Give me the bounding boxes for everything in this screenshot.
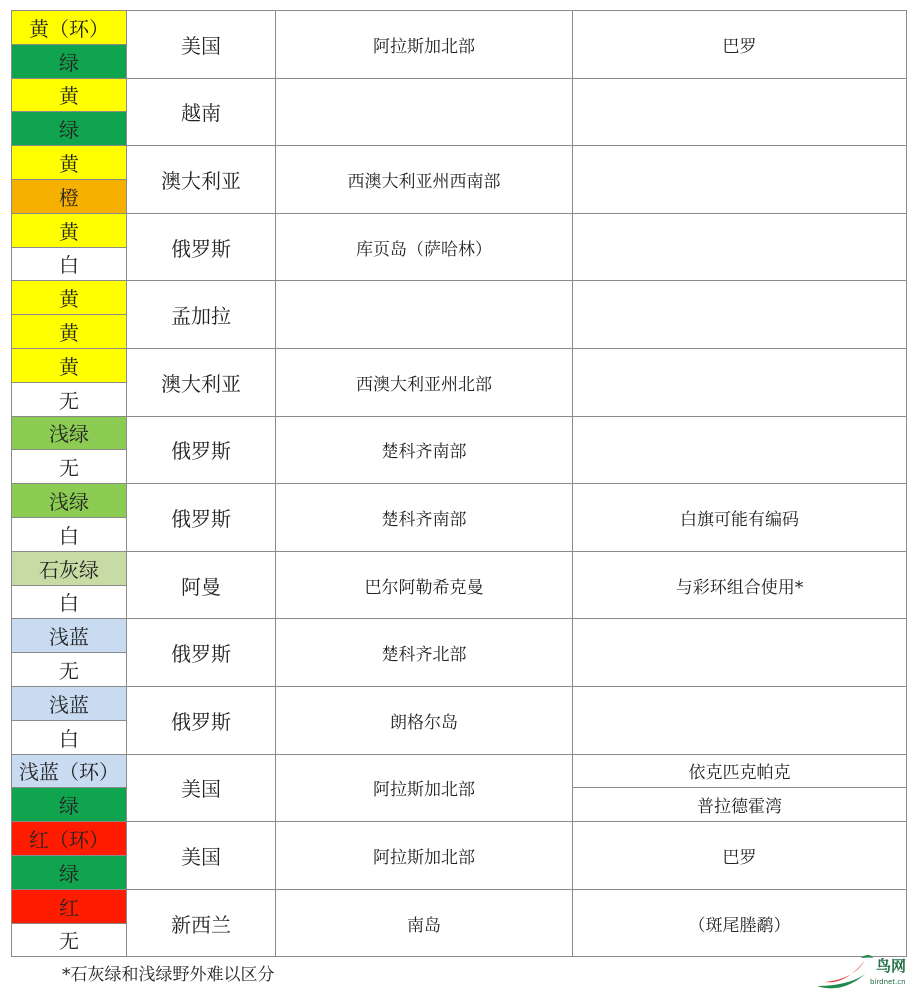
location-cell: 巴尔阿勒希克曼 <box>276 551 573 619</box>
location-cell: 楚科齐南部 <box>276 484 573 552</box>
country-cell: 澳大利亚 <box>127 348 276 416</box>
location-cell: 阿拉斯加北部 <box>276 11 573 79</box>
table-row <box>12 484 907 518</box>
logo-subtext: birdnet.cn <box>870 978 906 986</box>
table-row <box>12 281 907 315</box>
country-cell: 俄罗斯 <box>127 686 276 754</box>
table-row <box>12 416 907 450</box>
note-cell: 巴罗 <box>573 822 907 890</box>
note-cell <box>573 146 907 214</box>
flag-bottom-color: 无 <box>12 653 127 687</box>
country-cell: 俄罗斯 <box>127 213 276 281</box>
banding-flag-table <box>11 10 907 957</box>
table-row <box>12 78 907 112</box>
country-cell: 俄罗斯 <box>127 416 276 484</box>
flag-top-color: 石灰绿 <box>12 551 127 585</box>
note-cell <box>573 619 907 687</box>
location-cell <box>276 281 573 349</box>
flag-top-color: 浅绿 <box>12 416 127 450</box>
country-cell: 俄罗斯 <box>127 484 276 552</box>
location-cell: 阿拉斯加北部 <box>276 754 573 822</box>
location-cell: 西澳大利亚州西南部 <box>276 146 573 214</box>
note-cell <box>573 213 907 281</box>
flag-bottom-color: 无 <box>12 382 127 416</box>
flag-top-color: 黄 <box>12 146 127 180</box>
country-cell: 阿曼 <box>127 551 276 619</box>
country-cell: 越南 <box>127 78 276 146</box>
location-cell: 阿拉斯加北部 <box>276 822 573 890</box>
flag-bottom-color: 白 <box>12 720 127 754</box>
flag-bottom-color: 无 <box>12 923 127 957</box>
flag-top-color: 黄 <box>12 281 127 315</box>
note-cell <box>573 686 907 754</box>
country-cell: 美国 <box>127 754 276 822</box>
location-cell: 南岛 <box>276 889 573 957</box>
flag-bottom-color: 白 <box>12 517 127 551</box>
location-cell: 库页岛（萨哈林） <box>276 213 573 281</box>
location-cell: 楚科齐南部 <box>276 416 573 484</box>
table-row <box>12 686 907 720</box>
flag-bottom-color: 绿 <box>12 788 127 822</box>
country-cell: 美国 <box>127 11 276 79</box>
flag-top-color: 黄 <box>12 213 127 247</box>
flag-bottom-color: 白 <box>12 247 127 281</box>
table-row <box>12 146 907 180</box>
flag-top-color: 浅绿 <box>12 484 127 518</box>
flag-top-color: 黄 <box>12 78 127 112</box>
logo-text: 鸟网 <box>876 957 907 975</box>
note-cell: （斑尾塍鹬） <box>573 889 907 957</box>
table-row <box>12 11 907 45</box>
country-cell: 澳大利亚 <box>127 146 276 214</box>
country-cell: 孟加拉 <box>127 281 276 349</box>
note-cell <box>573 281 907 349</box>
note-cell: 普拉德霍湾 <box>573 788 907 822</box>
flag-bottom-color: 橙 <box>12 179 127 213</box>
note-cell: 白旗可能有编码 <box>573 484 907 552</box>
flag-top-color: 浅蓝 <box>12 686 127 720</box>
country-cell: 俄罗斯 <box>127 619 276 687</box>
flag-bottom-color: 绿 <box>12 112 127 146</box>
table-row <box>12 551 907 585</box>
location-cell: 朗格尔岛 <box>276 686 573 754</box>
table-row <box>12 822 907 856</box>
flag-bottom-color: 绿 <box>12 855 127 889</box>
flag-bottom-color: 白 <box>12 585 127 619</box>
footnote: *石灰绿和浅绿野外难以区分 <box>62 965 275 985</box>
flag-top-color: 黄 <box>12 348 127 382</box>
flag-top-color: 黄（环） <box>12 11 127 45</box>
note-cell <box>573 78 907 146</box>
country-cell: 新西兰 <box>127 889 276 957</box>
note-cell <box>573 348 907 416</box>
flag-top-color: 浅蓝 <box>12 619 127 653</box>
note-cell <box>573 416 907 484</box>
location-cell: 楚科齐北部 <box>276 619 573 687</box>
table-row <box>12 213 907 247</box>
table-row <box>12 889 907 923</box>
note-cell: 与彩环组合使用* <box>573 551 907 619</box>
flag-bottom-color: 无 <box>12 450 127 484</box>
location-cell: 西澳大利亚州北部 <box>276 348 573 416</box>
table-row <box>12 754 907 788</box>
table-row <box>12 348 907 382</box>
flag-top-color: 浅蓝（环） <box>12 754 127 788</box>
location-cell <box>276 78 573 146</box>
table-row <box>12 619 907 653</box>
flag-top-color: 红 <box>12 889 127 923</box>
flag-bottom-color: 黄 <box>12 315 127 349</box>
note-cell: 巴罗 <box>573 11 907 79</box>
country-cell: 美国 <box>127 822 276 890</box>
flag-bottom-color: 绿 <box>12 44 127 78</box>
flag-top-color: 红（环） <box>12 822 127 856</box>
note-cell: 依克匹克帕克 <box>573 754 907 788</box>
